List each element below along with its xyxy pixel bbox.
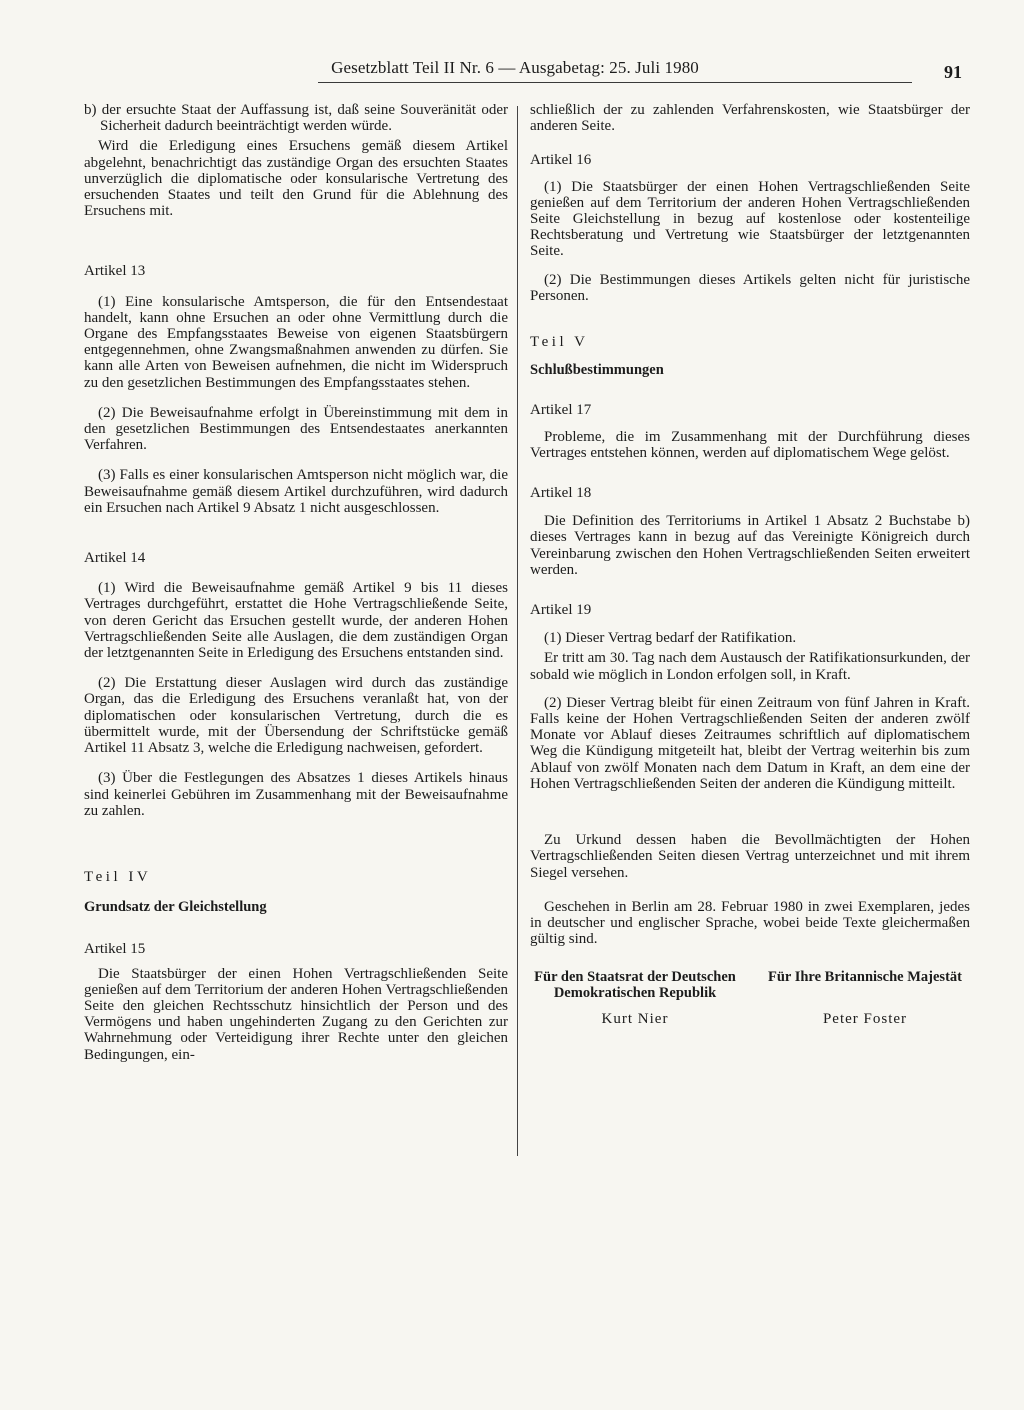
part-4-title: Grundsatz der Gleichstellung xyxy=(84,899,267,916)
part-5-title: Schlußbestimmungen xyxy=(530,362,664,379)
article-15-text: Die Staatsbürger der einen Hohen Vertragschließenden Seite genießen auf dem Territorium der anderen Hohen Vertragschließenden Seite den gleichen Rechtsschutz hinsichtlich der Person und des Vermögens und haben ungehinderten Zugang zu den Gerichten zur Wahrnehmung oder Verteidigung ihrer Rechte unter den gleichen Bedingungen, ein- xyxy=(84,965,508,1063)
article-19-paragraph-1b: Er tritt am 30. Tag nach dem Austausch der Ratifikationsurkunden, der sobald wie möglich in London erfolgen soll, in Kraft. xyxy=(530,650,970,683)
page-header xyxy=(60,58,970,88)
article-14-heading: Artikel 14 xyxy=(84,550,146,567)
article-14-paragraph-3: (3) Über die Festlegungen des Absatzes 1 dieses Artikels hinaus sind keinerlei Gebühren im Zusammenhang mit der Beweisaufnahme zu zahlen. xyxy=(84,770,508,819)
article-13-heading: Artikel 13 xyxy=(84,263,146,280)
gazette-title: Gesetzblatt Teil II Nr. 6 — Ausgabetag: 25. Juli 1980 xyxy=(331,58,699,77)
article-18-heading: Artikel 18 xyxy=(530,485,592,502)
signature-gdr xyxy=(530,969,740,1027)
article-18-text: Die Definition des Territoriums in Artikel 1 Absatz 2 Buchstabe b) dieses Vertrages kann in bezug auf das Vereinigte Königreich durch Vereinbarung zwischen den Hohen Vertragschließenden Seiten erweitert werden. xyxy=(530,513,970,578)
article-14-paragraph-1: (1) Wird die Beweisaufnahme gemäß Artikel 9 bis 11 dieses Vertrages durchgeführt, erstattet die Hohe Vertragschließende Seite, von deren Gericht das Ersuchen gestellt wurde, der anderen Hohen Vertragschließenden Seite alle Auslagen, die dem zuständigen Organ der letztgenannten Seite in Erledigung des Ersuchens entstanden sind. xyxy=(84,580,508,662)
signature-uk xyxy=(760,969,970,1027)
article-16-paragraph-1: (1) Die Staatsbürger der einen Hohen Vertragschließenden Seite genießen auf dem Territorium der anderen Hohen Vertragschließenden Seite Gleichstellung in bezug auf kostenlose oder kostenteilige Rechtsberatung und Vertretung wie Staatsbürger der letztgenannten Seite. xyxy=(530,178,970,260)
done-at-clause: Geschehen in Berlin am 28. Februar 1980 in zwei Exemplaren, jedes in deutscher und englischer Sprache, wobei beide Texte gleichermaßen gültig sind. xyxy=(530,898,970,948)
paragraph-b: b) der ersuchte Staat der Auffassung ist, daß seine Souveränität oder Sicherheit dadurch beeinträchtigt werden würde. xyxy=(84,102,508,135)
article-13-paragraph-1: (1) Eine konsularische Amtsperson, die für den Entsendestaat handelt, kann ohne Ersuchen an oder ohne Vermittlung durch die Organe des Empfangsstaates Beweise von eigenen Staatsbürgern entgegennehmen, ohne Zwangsmaßnahmen anwenden zu dürfen. Sie kann alle Arten von Beweisen aufnehmen, die nicht im Widerspruch zu den gesetzlichen Bestimmungen des Empfangsstaates stehen. xyxy=(84,293,508,391)
article-13-paragraph-3: (3) Falls es einer konsularischen Amtsperson nicht möglich war, die Beweisaufnahme gemäß diesem Artikel durchzuführen, wird dadurch ein Ersuchen nach Artikel 9 Absatz 1 nicht ausgeschlossen. xyxy=(84,467,508,516)
article-14-paragraph-2: (2) Die Erstattung dieser Auslagen wird durch das zuständige Organ, das die Erledigung des Ersuchens veranlaßt hat, von der diplomatischen oder konsularischen Vertretung, durch die es übermittelt wurde, mit der Übersendung der Schriftstücke gemäß Artikel 11 Absatz 3, welche die Erledigung nachweisen, gefordert. xyxy=(84,675,508,757)
witness-clause: Zu Urkund dessen haben die Bevollmächtigten der Hohen Vertragschließenden Seiten diesen Vertrag unterzeichnet und mit ihrem Siegel versehen. xyxy=(530,832,970,881)
signature-gdr-title: Für den Staatsrat der Deutschen Demokratischen Republik xyxy=(534,969,736,1002)
signature-uk-title: Für Ihre Britannische Majestät xyxy=(768,969,962,986)
article-16-paragraph-2: (2) Die Bestimmungen dieses Artikels gelten nicht für juristische Personen. xyxy=(530,271,970,304)
article-17-text: Probleme, die im Zusammenhang mit der Durchführung dieses Vertrages entstehen können, werden auf diplomatischem Wege gelöst. xyxy=(530,428,970,461)
article-15-heading: Artikel 15 xyxy=(84,941,146,958)
article-13-paragraph-2: (2) Die Beweisaufnahme erfolgt in Übereinstimmung mit dem in den gesetzlichen Bestimmungen des Entsendestaates anerkannten Verfahren. xyxy=(84,404,508,454)
left-column xyxy=(84,102,508,1063)
article-19-paragraph-1: (1) Dieser Vertrag bedarf der Ratifikation. xyxy=(544,630,797,647)
article-19-paragraph-2: (2) Dieser Vertrag bleibt für einen Zeitraum von fünf Jahren in Kraft. Falls keine der Hohen Vertragschließenden Seiten der anderen zwölf Monate vor Ablauf dieses Zeitraumes schriftlich auf diplomatischem Weg die Kündigung mitgeteilt hat, bleibt der Vertrag weiterhin bis zum Ablauf von zwölf Monaten nach dem Datum in Kraft, an dem eine der Hohen Vertragschließenden Seiten der anderen die Kündigung mitteilt. xyxy=(530,694,970,792)
article-19-heading: Artikel 19 xyxy=(530,602,592,619)
right-column xyxy=(530,102,970,1028)
signature-block xyxy=(530,969,970,1027)
article-17-heading: Artikel 17 xyxy=(530,402,592,419)
header-rule xyxy=(318,82,912,83)
page-number: 91 xyxy=(944,62,962,82)
part-5-heading: Teil V xyxy=(530,334,589,351)
signature-gdr-name: Kurt Nier xyxy=(601,1011,669,1028)
column-divider xyxy=(517,106,518,1156)
article-15-continuation: schließlich der zu zahlenden Verfahrenskosten, wie Staatsbürger der anderen Seite. xyxy=(530,102,970,135)
signature-uk-name: Peter Foster xyxy=(822,1011,908,1028)
paragraph-ablehnung: Wird die Erledigung eines Ersuchens gemäß diesem Artikel abgelehnt, benachrichtigt das zuständige Organ des ersuchten Staates unverzüglich die diplomatische oder konsularische Vertretung des ersuchenden Staates und teilt den Grund für die Ablehnung des Ersuchens mit. xyxy=(84,138,508,220)
article-16-heading: Artikel 16 xyxy=(530,152,592,169)
part-4-heading: Teil IV xyxy=(84,868,152,885)
